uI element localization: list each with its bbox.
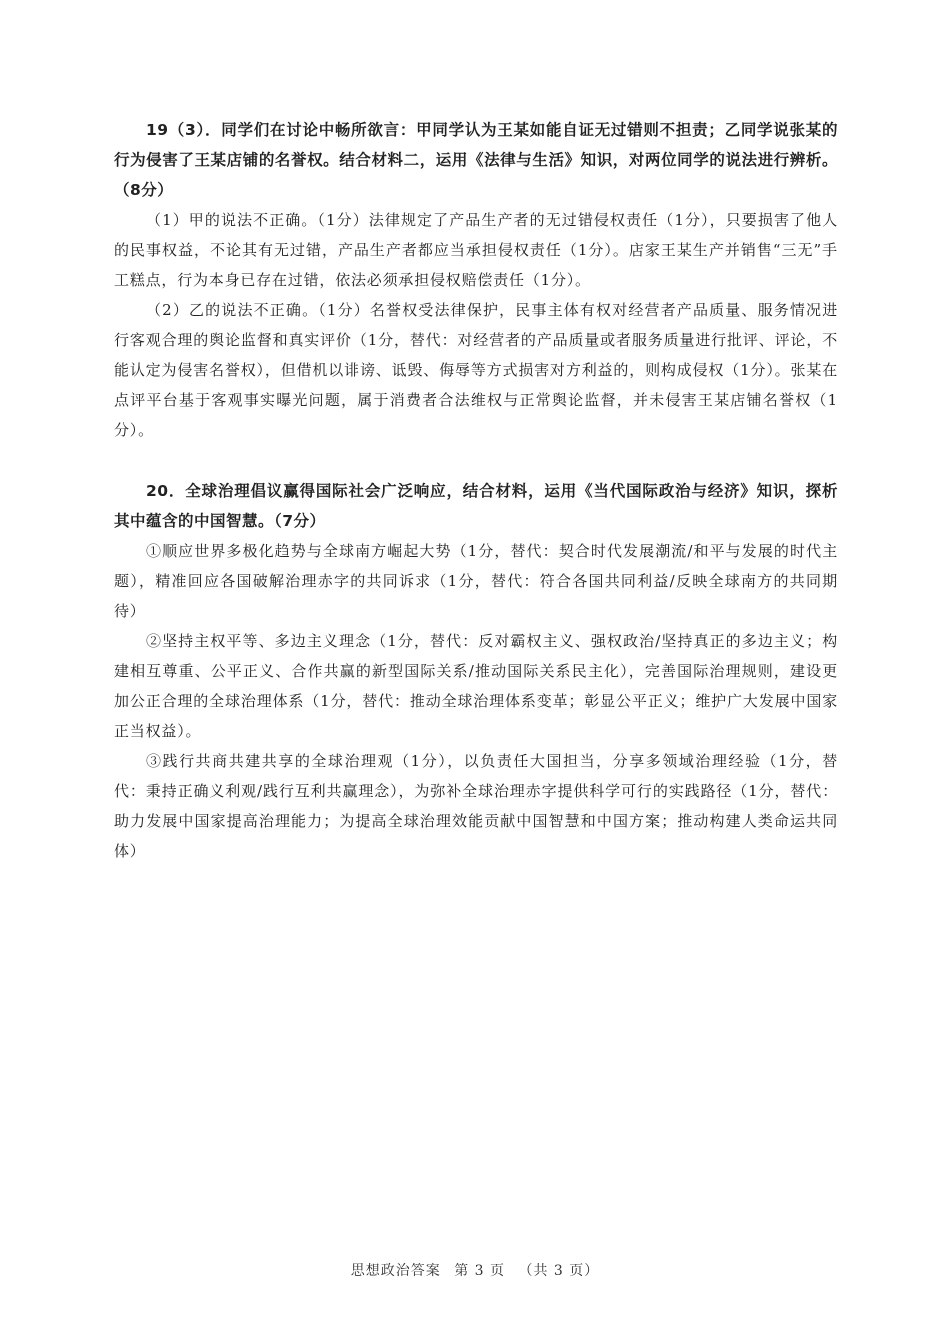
answer-paragraph: （1）甲的说法不正确。（1分）法律规定了产品生产者的无过错侵权责任（1分），只要损害了他人的民事权益，不论其有无过错，产品生产者都应当承担侵权责任（1分）。店家王某生产并销售“三无”手工糕点，行为本身已存在过错，依法必须承担侵权赔偿责任（1分）。 — [114, 211, 838, 289]
answer-paragraph: ②坚持主权平等、多边主义理念（1分，替代：反对霸权主义、强权政治/坚持真正的多边主义；构建相互尊重、公平正义、合作共赢的新型国际关系/推动国际关系民主化），完善国际治理规则，建设更加公正合理的全球治理体系（1分，替代：推动全球治理体系变革；彰显公平正义；维护广大发展中国家正当权益）。 — [114, 632, 838, 740]
answer-paragraph: （2）乙的说法不正确。（1分）名誉权受法律保护，民事主体有权对经营者产品质量、服务情况进行客观合理的舆论监督和真实评价（1分，替代：对经营者的产品质量或者服务质量进行批评、评论，不能认定为侵害名誉权），但借机以诽谤、诋毁、侮辱等方式损害对方利益的，则构成侵权（1分）。张某在点评平台基于客观事实曝光问题，属于消费者合法维权与正常舆论监督，并未侵害王某店铺名誉权（1分）。 — [114, 301, 838, 439]
question-20 — [114, 476, 838, 866]
footer-total-pages: （共 3 页） — [518, 1263, 600, 1279]
footer-subject: 思想政治答案 — [350, 1263, 441, 1279]
question-stem: 19（3）．同学们在讨论中畅所欲言：甲同学认为王某如能自证无过错则不担责；乙同学说张某的行为侵害了王某店铺的名誉权。结合材料二，运用《法律与生活》知识，对两位同学的说法进行辨析。（8分） — [114, 121, 838, 199]
page-footer — [0, 1260, 950, 1280]
footer-page-number: 第 3 页 — [454, 1263, 505, 1279]
answer-paragraph: ③践行共商共建共享的全球治理观（1分），以负责任大国担当，分享多领域治理经验（1分，替代：秉持正确义利观/践行互利共赢理念），为弥补全球治理赤字提供科学可行的实践路径（1分，替代：助力发展中国家提高治理能力；为提高全球治理效能贡献中国智慧和中国方案；推动构建人类命运共同体） — [114, 752, 838, 860]
question-19 — [114, 115, 838, 445]
answer-paragraph: ①顺应世界多极化趋势与全球南方崛起大势（1分，替代：契合时代发展潮流/和平与发展的时代主题），精准回应各国破解治理赤字的共同诉求（1分，替代：符合各国共同利益/反映全球南方的共同期待） — [114, 542, 838, 620]
question-stem: 20．全球治理倡议赢得国际社会广泛响应，结合材料，运用《当代国际政治与经济》知识，探析其中蕴含的中国智慧。（7分） — [114, 482, 838, 530]
